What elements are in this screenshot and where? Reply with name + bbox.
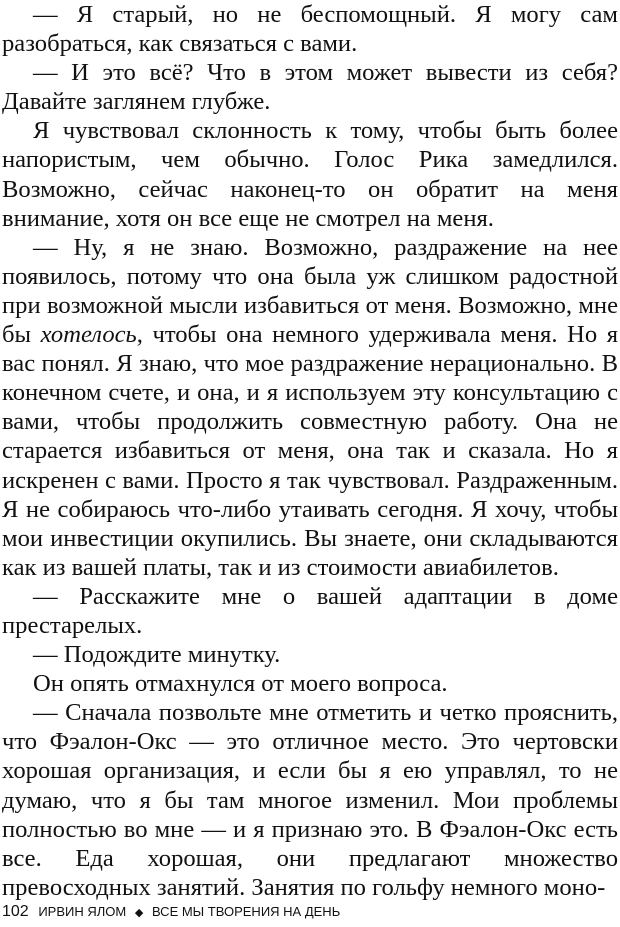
paragraph-2: — И это всё? Что в этом может вывести из себя? Давайте заглянем глубже. [2,59,618,116]
paragraph-5: — Расскажите мне о вашей адаптации в доме престарелых. [2,582,618,639]
paragraph-1: — Я старый, но не беспомощный. Я могу сам разобраться, как связаться с вами. [2,1,618,58]
footer-author: ИРВИН ЯЛОМ [38,904,127,919]
footer-book-title: ВСЕ МЫ ТВОРЕНИЯ НА ДЕНЬ [151,904,341,919]
page-footer [2,902,340,922]
paragraph-7: Он опять отмахнулся от моего вопроса. [33,670,448,698]
paragraph-4-italic-word: хотелось [40,321,137,349]
page-number: 102 [2,903,29,920]
body-text [2,0,618,902]
paragraph-6: — Подождите минутку. [33,641,281,669]
paragraph-4-text-after: , чтобы она немного удерживала меня. Но я вас понял. Я знаю, что мое раздражение нерационально. В конечном счете, и она, и я используем эту консультацию с вами, чтобы продолжить совместную работу. Она не старается избавиться от меня, она так и сказала. Но я искренен с вами. Просто я так чувствовал. Раздраженным. Я не собираюсь что-либо утаивать сегодня. Я хочу, чтобы мои инвестиции окупились. Вы знаете, они складываются как из вашей платы, так и из стоимости авиабилетов. [2,321,619,581]
paragraph-8: — Сначала позвольте мне отметить и четко прояснить, что Фэалон-Окс — это отличное место. Это чертовски хорошая организация, и если бы я ею управлял, то не думаю, что я бы там многое изменил. Мои проблемы полностью во мне — и я признаю это. В Фэалон-Окс есть все. Еда хорошая, они предлагают множество превосходных занятий. Занятия по гольфу немного моно- [2,699,618,901]
paragraph-4-text-before: — Ну, я не знаю. Возможно, раздражение на нее появилось, потому что она была уж слишком радостной при возможной мысли избавиться от меня. Возможно, мне бы [2,233,618,349]
paragraph-3: Я чувствовал склонность к тому, чтобы быть более напористым, чем обычно. Голос Рика замедлился. Возможно, сейчас наконец-то он обратит на меня внимание, хотя он все еще не смотрел на меня. [2,117,618,232]
diamond-separator-icon: ◆ [134,907,144,919]
paragraph-4 [2,233,618,582]
